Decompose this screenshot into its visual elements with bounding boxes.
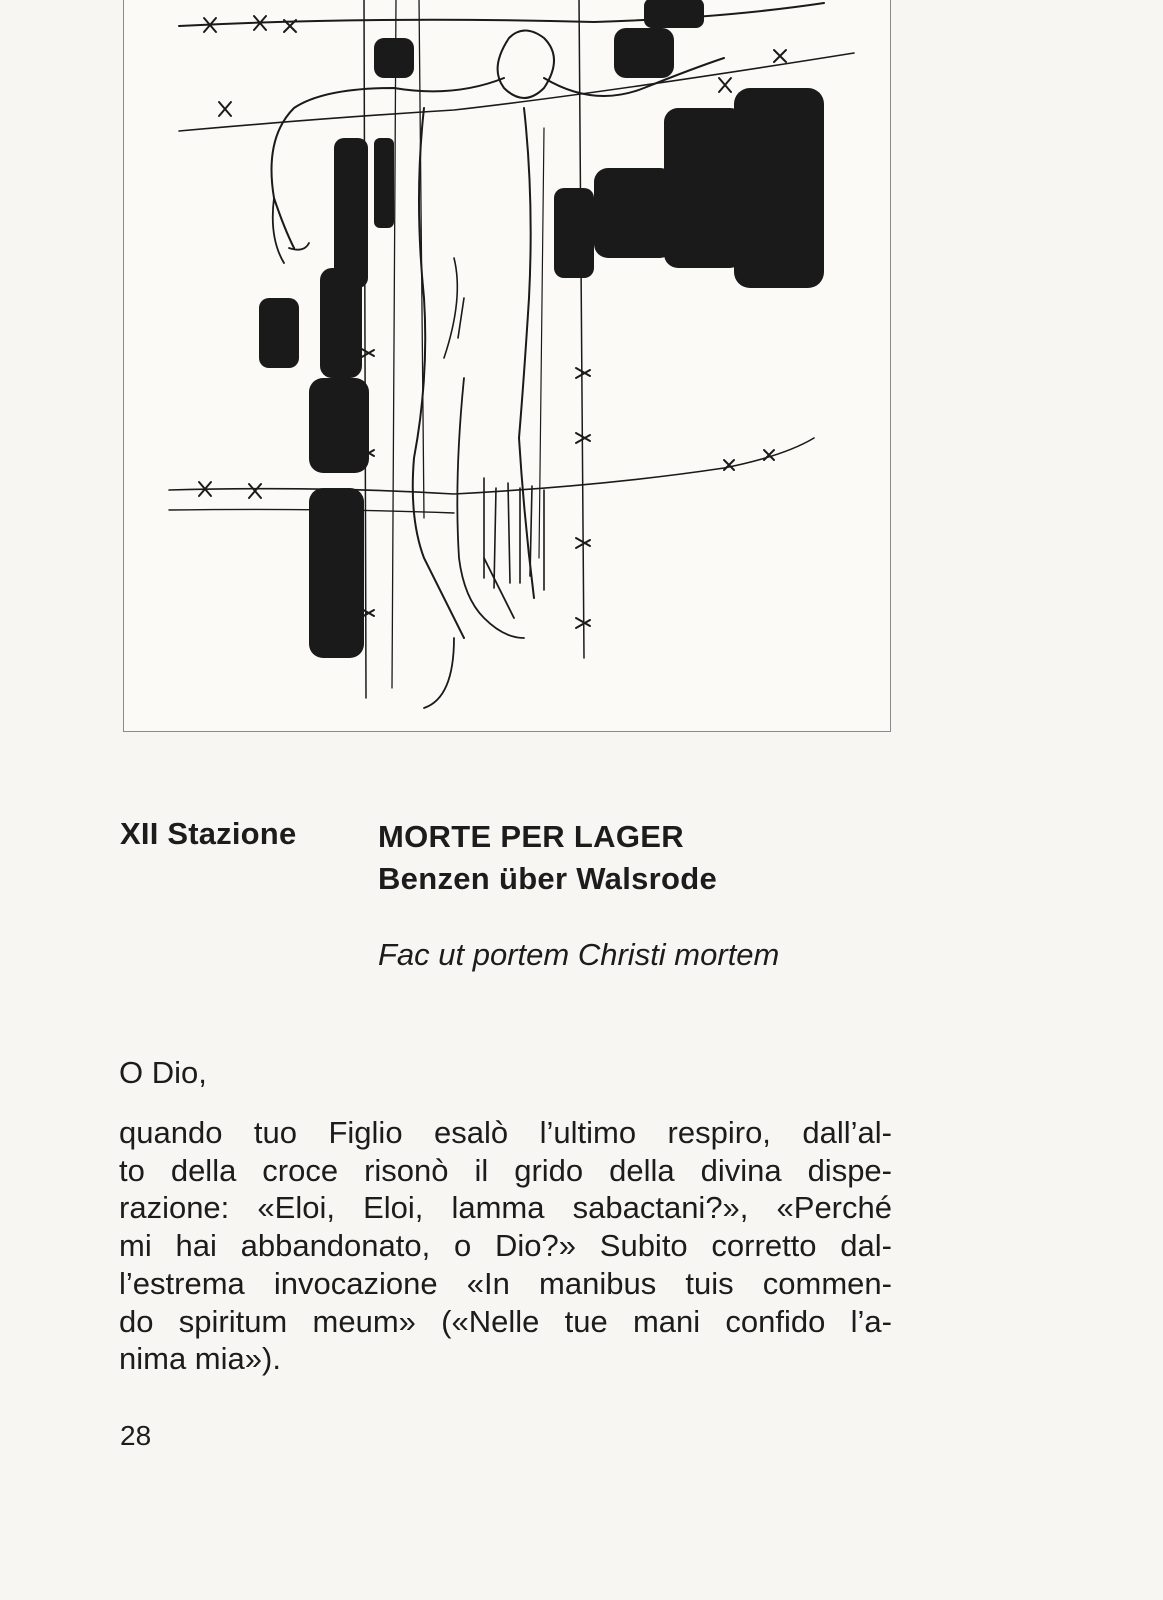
prayer-body bbox=[119, 1114, 892, 1378]
prayer-line: quando tuo Figlio esalò l’ultimo respiro, dall’al- bbox=[119, 1115, 892, 1150]
latin-motto: Fac ut portem Christi mortem bbox=[378, 937, 780, 972]
barbed-wire-crucifixion-drawing bbox=[124, 0, 891, 732]
station-title bbox=[378, 816, 717, 900]
prayer-line: l’estrema invocazione «In manibus tuis commen- bbox=[119, 1265, 892, 1301]
prayer-line: do spiritum meum» («Nelle tue mani confido l’a- bbox=[119, 1303, 892, 1339]
crucifixion-illustration bbox=[123, 0, 891, 732]
prayer-line: razione: «Eloi, Eloi, lamma sabactani?», «Perché bbox=[119, 1190, 892, 1226]
prayer-line: mi hai abbandonato, o Dio?» Subito corretto dal- bbox=[119, 1228, 892, 1264]
prayer-line: nima mia»). bbox=[119, 1341, 281, 1377]
station-title-line2: Benzen über Walsrode bbox=[378, 861, 718, 896]
prayer-salutation: O Dio, bbox=[119, 1055, 207, 1090]
station-label: XII Stazione bbox=[120, 816, 297, 851]
station-title-line1: MORTE PER LAGER bbox=[378, 819, 684, 854]
page-number: 28 bbox=[120, 1420, 152, 1451]
prayer-line: to della croce risonò il grido della divina dispe- bbox=[119, 1152, 892, 1188]
